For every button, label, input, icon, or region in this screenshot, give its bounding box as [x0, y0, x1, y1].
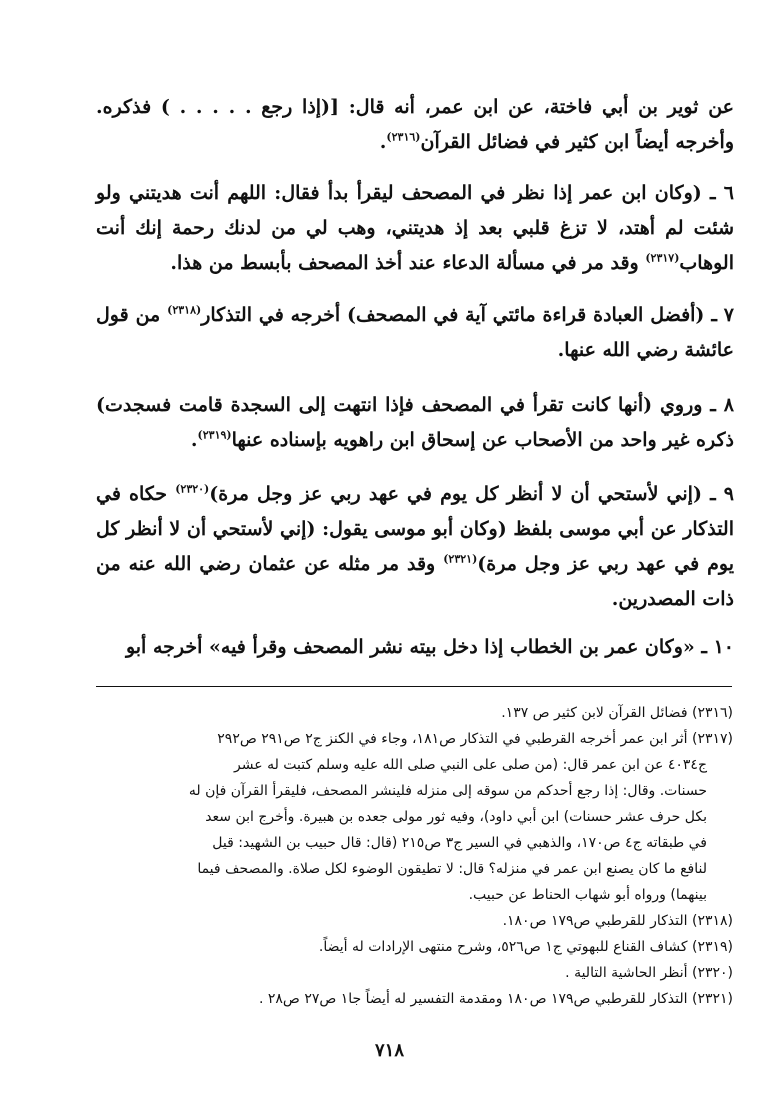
footnote-line	[93, 960, 733, 986]
footnote-number: (٢٣٢١)	[691, 991, 733, 1007]
paragraph-tail: .	[190, 429, 198, 451]
page-number: ٧١٨	[374, 1040, 404, 1061]
footnote-ref: (٢٣٢١)	[443, 552, 478, 566]
footnote-line	[93, 726, 733, 752]
paragraph-tail: وقد مر مثله عن عثمان رضي الله عنه من ذات المصدرين.	[96, 553, 734, 610]
paragraph-tail: وقد مر في مسألة الدعاء عند أخذ المصحف بأبسط من هذا.	[170, 252, 646, 274]
paragraph-intro	[96, 90, 734, 160]
footnote-ref: (٢٣١٨)	[167, 303, 202, 317]
paragraph-text: عن ثوير بن أبي فاختة، عن ابن عمر، أنه قال: [(إذا رجع . . . . . ) فذكره. وأخرجه أيضاً ابن كثير في فضائل القرآن	[96, 96, 734, 153]
paragraph-text: ١٠ ـ «وكان عمر بن الخطاب إذا دخل بيته نشر المصحف وقرأ فيه» أخرجه أبو	[125, 636, 734, 658]
footnote-text: كشاف القناع للبهوتي ج١ ص٥٢٦، وشرح منتهى الإرادات له أيضاً.	[318, 939, 688, 955]
footnote-text: لنافع ما كان يصنع ابن عمر في منزله؟ قال: لا تطيقون الوضوء لكل صلاة. والمصحف فيما	[197, 861, 707, 877]
footnote-number: (٢٣١٨)	[691, 913, 733, 929]
paragraph-tail: حكاه في التذكار عن أبي موسى بلفظ (وكان أبو موسى يقول: (إني لأستحي أن لا أنظر كل يوم في عهد ربي عز وجل مرة)	[96, 483, 734, 575]
paragraph-text: ٦ ـ (وكان ابن عمر إذا نظر في المصحف ليقرأ بدأ فقال: اللهم أنت هديتني ولو شئت لم أهتد، لا تزغ قلبي بعد إذ هديتني، وهب لي من لدنك رحمة إنك أنت الوهاب	[96, 182, 734, 274]
paragraph-10	[96, 630, 734, 665]
footnote-ref: (٢٣١٦)	[386, 130, 421, 144]
footnotes	[93, 700, 733, 1012]
footnote-text: حسنات. وقال: إذا رجع أحدكم من سوقه إلى منزله فلينشر المصحف، فليقرأ القرآن فإن له	[188, 783, 707, 799]
footnote-text: التذكار للقرطبي ص١٧٩ ص١٨٠.	[502, 913, 688, 929]
footnote-text: في طبقاته ج٤ ص١٧٠، والذهبي في السير ج٣ ص٢١٥ (قال: قال حبيب بن الشهيد: قيل	[212, 835, 707, 851]
paragraph-7	[96, 298, 734, 368]
footnote-line	[93, 934, 733, 960]
paragraph-tail: .	[379, 131, 387, 153]
paragraph-text: ٩ ـ (إني لأستحي أن لا أنظر كل يوم في عهد ربي عز وجل مرة)	[209, 483, 734, 505]
paragraph-6	[96, 176, 734, 281]
footnote-ref: (٢٣١٧)	[645, 251, 680, 265]
footnote-number: (٢٣١٧)	[691, 731, 733, 747]
footnote-number: (٢٣٢٠)	[691, 965, 733, 981]
footnote-text: فضائل القرآن لابن كثير ص ١٣٧.	[501, 705, 688, 721]
footnote-text: ج٤٠٣٤ عن ابن عمر قال: (من صلى على النبي صلى الله عليه وسلم كتبت له عشر	[234, 757, 707, 773]
footnote-ref: (٢٣٢٠)	[175, 482, 210, 496]
footnote-line	[93, 830, 733, 856]
paragraph-9	[96, 477, 734, 617]
footnote-ref: (٢٣١٩)	[197, 428, 232, 442]
paragraph-8	[96, 388, 734, 458]
footnote-divider	[96, 686, 732, 687]
footnote-line	[93, 882, 733, 908]
paragraph-text: ٧ ـ (أفضل العبادة قراءة مائتي آية في المصحف) أخرجه في التذكار	[201, 304, 734, 326]
footnote-line	[93, 804, 733, 830]
footnote-number: (٢٣١٩)	[691, 939, 733, 955]
footnote-line	[93, 986, 733, 1012]
paragraph-tail: من قول عائشة رضي الله عنها.	[96, 304, 734, 361]
footnote-line	[93, 752, 733, 778]
footnote-line	[93, 778, 733, 804]
footnote-text: بينهما) ورواه أبو شهاب الحناط عن حبيب.	[468, 887, 707, 903]
footnote-number: (٢٣١٦)	[691, 705, 733, 721]
footnote-text: بكل حرف عشر حسنات) ابن أبي داود)، وفيه ثور مولى جعده بن هبيرة. وأخرج ابن سعد	[205, 809, 707, 825]
footnote-line	[93, 908, 733, 934]
footnote-text: أثر ابن عمر أخرجه القرطبي في التذكار ص١٨١، وجاء في الكنز ج٢ ص٢٩١ ص٢٩٢	[217, 731, 688, 747]
paragraph-text: ٨ ـ وروي (أنها كانت تقرأ في المصحف فإذا انتهت إلى السجدة قامت فسجدت) ذكره غير واحد من الأصحاب عن إسحاق ابن راهويه بإسناده عنها	[96, 394, 734, 451]
footnote-line	[93, 856, 733, 882]
footnote-text: التذكار للقرطبي ص١٧٩ ص١٨٠ ومقدمة التفسير له أيضاً جا١ ص٢٧ ص٢٨ .	[258, 991, 688, 1007]
footnote-line	[93, 700, 733, 726]
footnote-text: أنظر الحاشية التالية .	[565, 965, 688, 981]
